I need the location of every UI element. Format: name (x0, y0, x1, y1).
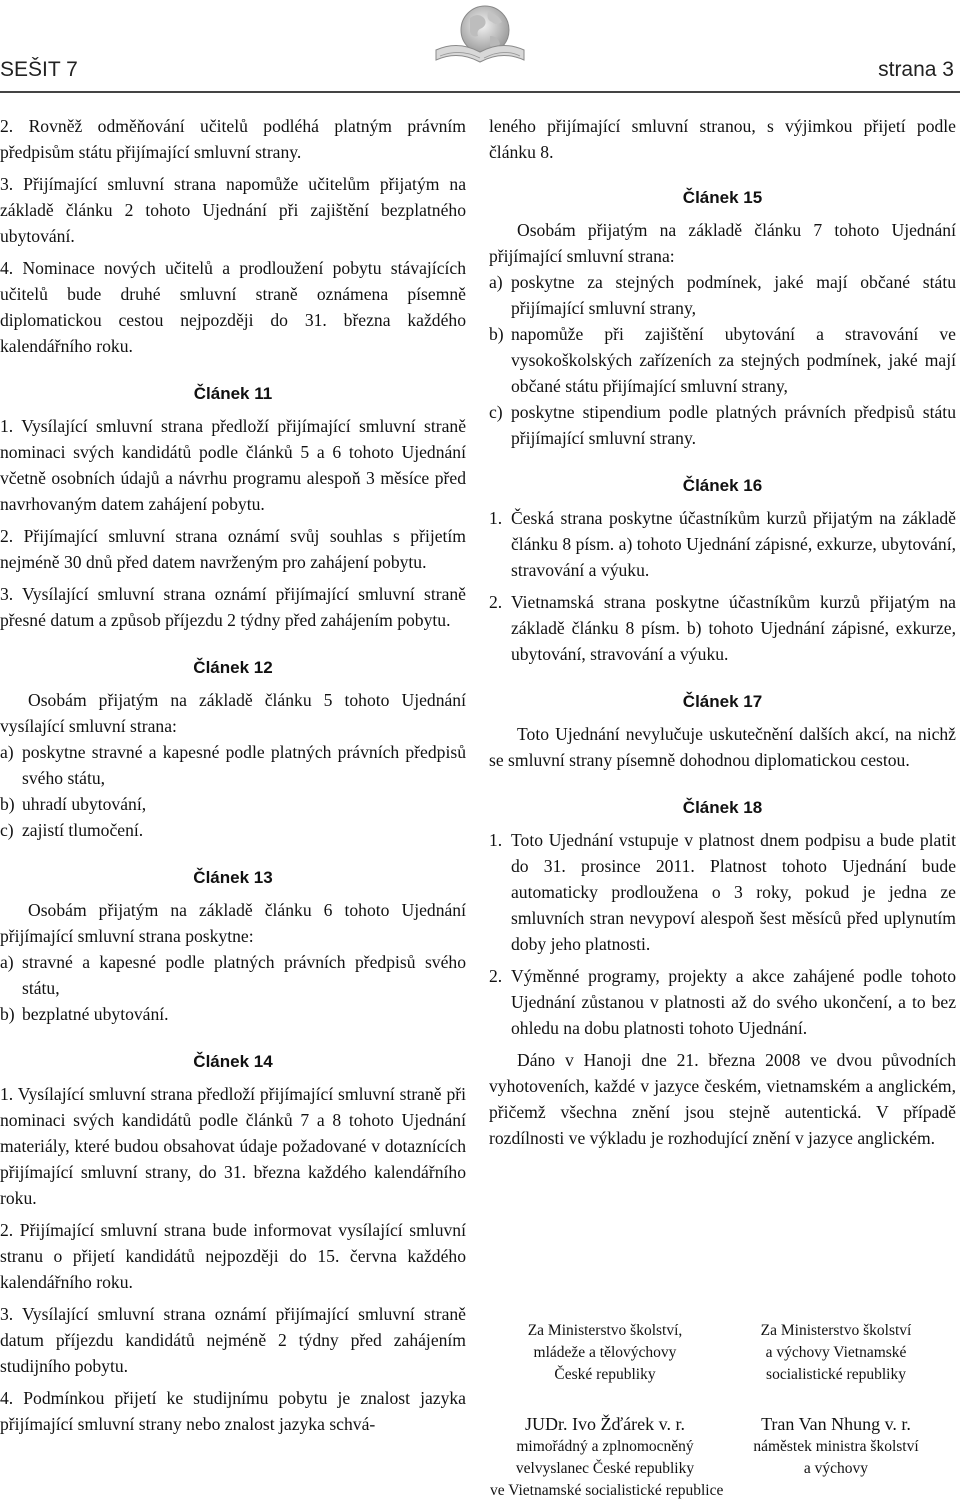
list-item (0, 949, 466, 1001)
list-marker: 2. (489, 966, 503, 986)
list-text: Česká strana poskytne účastníkům kurzů přijatým na základě článku 8 písm. a) tohoto Ujednání zápisné, exkurze, ubytování, stravování a výuku. (511, 508, 956, 580)
signatory-org-line: mládeže a tělovýchovy (533, 1344, 677, 1361)
issue-label: SEŠIT 7 (0, 58, 78, 81)
list-marker: 2. (489, 592, 503, 612)
list-marker: 1. (489, 830, 503, 850)
signatory-org-line: Za Ministerstvo školství (760, 1322, 912, 1339)
list-text: uhradí ubytování, (22, 794, 147, 814)
list-text: poskytne stipendium podle platných právních předpisů státu přijímající smluvní strany. (511, 402, 956, 448)
list-text: bezplatné ubytování. (22, 1004, 169, 1024)
globe-book-logo (430, 0, 530, 70)
signatory-org-line: České republiky (554, 1366, 656, 1383)
list-marker: b) (489, 324, 504, 344)
paragraph: 1. Vysílající smluvní strana předloží přijímající smluvní straně při nominaci svých kandidátů podle článků 7 a 8 tohoto Ujednání materiály, které budou obsahovat údaje požadované v dotaznících přijímající smluvní strany, do 31. března každého kalendářního roku. (0, 1084, 466, 1208)
list-marker: a) (0, 742, 14, 762)
list-text: Vietnamská strana poskytne účastníkům kurzů přijatým na základě článku 8 písm. b) tohoto Ujednání zápisné, exkurze, ubytování, stravování a výuku. (511, 592, 956, 664)
article-heading: Článek 12 (193, 658, 273, 677)
article-heading: Článek 15 (682, 188, 763, 207)
signatory-name: Tran Van Nhung v. r. (761, 1414, 911, 1434)
paragraph: 4. Podmínkou přijetí ke studijnímu pobytu je znalost jazyka přijímající smluvní strany nebo znalost jazyka schvá- (0, 1388, 466, 1434)
list-text: napomůže při zajištění ubytování a stravování ve vysokoškolských zařízeních za stejných podmínek, jaké mají občané státu přijímající smluvní strany, (511, 324, 956, 396)
paragraph: 3. Vysílající smluvní strana oznámí přijímající smluvní straně přesné datum a způsob příjezdu 2 týdny před zahájením pobytu. (0, 584, 466, 630)
list-marker: c) (489, 402, 503, 422)
list-text: zajistí tlumočení. (22, 820, 144, 840)
signatory-role-line: ve Vietnamské socialistické republice (490, 1482, 724, 1499)
list-marker: 1. (489, 508, 503, 528)
article-heading: Článek 17 (682, 692, 763, 711)
list-text: poskytne stravné a kapesné podle platných právních předpisů svého státu, (22, 742, 466, 788)
signatory-org-line: a výchovy Vietnamské (765, 1344, 907, 1361)
signatory-org-line: socialistické republiky (766, 1366, 906, 1383)
signatory-role-line: mimořádný a zplnomocněný (516, 1438, 694, 1455)
list-text: Toto Ujednání vstupuje v platnost dnem podpisu a bude platit do 31. prosince 2011. Platnost tohoto Ujednání bude automaticky prodloužena o 3 roky, pokud je jedna ze smluvních stran nevypoví alespoň šest měsíců před uplynutím doby jeho platnosti. (511, 830, 956, 954)
paragraph: 2. Přijímající smluvní strana bude informovat vysílající smluvní stranu o přijetí kandidátů nejpozději do 15. června každého kalendářního roku. (0, 1220, 466, 1292)
list-item (0, 817, 466, 843)
paragraph: 1. Vysílající smluvní strana předloží přijímající smluvní straně nominaci svých kandidátů podle článků 5 a 6 tohoto Ujednání včetně osobních údajů a návrhu programu alespoň 3 měsíce před navrhovaným datem zahájení pobytu. (0, 416, 466, 514)
paragraph: Toto Ujednání nevylučuje uskutečnění dalších akcí, na nichž se smluvní strany písemně dohodnou diplomatickou cestou. (489, 724, 956, 770)
paragraph: leného přijímající smluvní stranou, s výjimkou přijetí podle článku 8. (489, 116, 956, 162)
list-item (489, 505, 956, 583)
list-text: Výměnné programy, projekty a akce zahájené podle tohoto Ujednání zůstanou v platnosti až do svého ukončení, a to bez ohledu na dobu platnosti tohoto Ujednání. (511, 966, 956, 1038)
list-item (489, 589, 956, 667)
signatory-role-line: náměstek ministra školství (753, 1438, 919, 1455)
paragraph: Osobám přijatým na základě článku 5 tohoto Ujednání vysílající smluvní strana: (0, 690, 466, 736)
article-heading: Článek 13 (193, 868, 273, 887)
signatory-role-line: a výchovy (803, 1460, 869, 1477)
list-item (489, 269, 956, 321)
paragraph: 3. Přijímající smluvní strana napomůže učitelům přijatým na základě článku 2 tohoto Ujednání při zajištění bezplatného ubytování. (0, 174, 466, 246)
signatory-name: JUDr. Ivo Žďárek v. r. (525, 1414, 685, 1434)
list-text: stravné a kapesné podle platných právních předpisů svého státu, (22, 952, 466, 998)
signature-czech (490, 1320, 724, 1502)
paragraph: 3. Vysílající smluvní strana oznámí přijímající smluvní straně datum příjezdu kandidátů nejméně 2 týdny před zahájením studijního pobytu. (0, 1304, 466, 1376)
list-marker: a) (0, 952, 14, 972)
article-heading: Článek 18 (682, 798, 763, 817)
list-item (0, 1001, 466, 1027)
list-marker: b) (0, 794, 15, 814)
list-marker: c) (0, 820, 14, 840)
right-column (489, 113, 956, 1151)
list-item (489, 399, 956, 451)
list-item (489, 963, 956, 1041)
list-marker: b) (0, 1004, 15, 1024)
page-number: strana 3 (878, 58, 954, 81)
header-rule (0, 91, 960, 93)
signatory-org-line: Za Ministerstvo školství, (527, 1322, 683, 1339)
list-item (489, 321, 956, 399)
list-item (0, 739, 466, 791)
article-heading: Článek 16 (682, 476, 763, 495)
paragraph: Osobám přijatým na základě článku 7 tohoto Ujednání přijímající smluvní strana: (489, 220, 956, 266)
paragraph: Osobám přijatým na základě článku 6 tohoto Ujednání přijímající smluvní strana poskytne: (0, 900, 466, 946)
article-heading: Článek 14 (193, 1052, 273, 1071)
signatory-role-line: velvyslanec České republiky (515, 1460, 695, 1477)
list-item (0, 791, 466, 817)
article-heading: Článek 11 (193, 384, 273, 403)
list-marker: a) (489, 272, 503, 292)
left-column (0, 113, 466, 1443)
list-text: poskytne za stejných podmínek, jaké mají občané státu přijímající smluvní strany, (511, 272, 956, 318)
closing-paragraph: Dáno v Hanoji dne 21. března 2008 ve dvou původních vyhotoveních, každé v jazyce českém, vietnamském a anglickém, přičemž všechna znění jsou stejně autentická. V případě rozdílnosti ve výkladu je rozhodující znění v jazyce anglickém. (489, 1050, 956, 1148)
paragraph: 2. Rovněž odměňování učitelů podléhá platným právním předpisům státu přijímající smluvní strany. (0, 116, 466, 162)
list-item (489, 827, 956, 957)
paragraph: 2. Přijímající smluvní strana oznámí svůj souhlas s přijetím nejméně 30 dnů před datem navrženým pro zahájení pobytu. (0, 526, 466, 572)
paragraph: 4. Nominace nových učitelů a prodloužení pobytu stávajících učitelů bude druhé smluvní straně oznámena písemně diplomatickou cestou nejpozději do 31. března každého kalendářního roku. (0, 258, 466, 356)
signature-vietnam (718, 1320, 954, 1480)
